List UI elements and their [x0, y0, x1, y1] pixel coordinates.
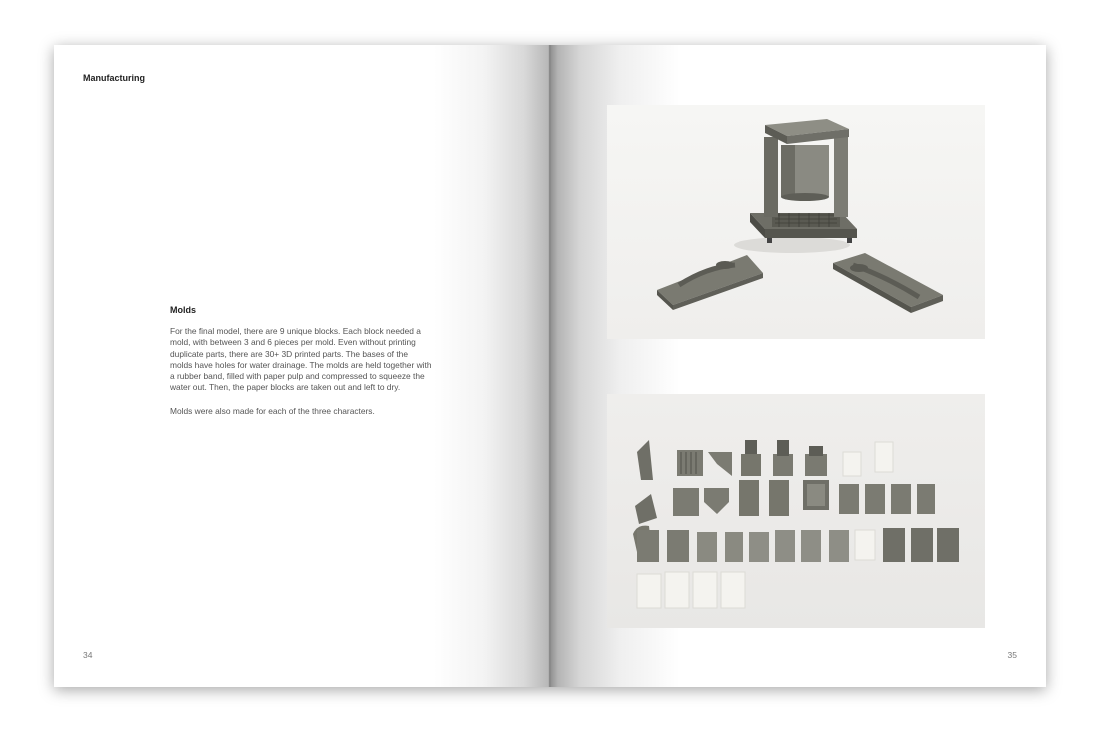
section-header: Manufacturing — [83, 73, 145, 83]
body-paragraph: Molds were also made for each of the three characters. — [170, 405, 375, 416]
mold-part — [637, 530, 659, 562]
article-heading: Molds — [170, 305, 196, 315]
mold-part — [667, 530, 689, 562]
photo-mold-press — [607, 105, 985, 339]
book-spread — [54, 45, 1046, 687]
white-mold-part — [721, 572, 745, 608]
mold-part — [739, 480, 759, 516]
mold-part — [635, 494, 657, 524]
mold-part — [805, 454, 827, 476]
press-foot — [847, 238, 852, 243]
white-mold-part — [637, 574, 661, 608]
parts-row-1 — [637, 440, 893, 480]
white-mold-part — [855, 530, 875, 560]
press-pillar — [834, 137, 848, 217]
mold-part — [773, 454, 793, 476]
mold-part — [704, 488, 729, 514]
mold-part — [917, 484, 935, 514]
white-mold-part — [875, 442, 893, 472]
mold-part — [673, 488, 699, 516]
parts-row-3 — [637, 528, 959, 562]
mold-part — [891, 484, 911, 514]
parts-row-4 — [637, 572, 745, 608]
body-paragraph: For the final model, there are 9 unique blocks. Each block needed a mold, with between 3 and 6 pieces per mold. Even without printing duplicate parts, there are 30+ 3D printed parts. The bases of the molds have holes for water drainage. The molds are held together with a rubber band, filled with paper pulp and compressed to squeeze the water out. Then, the paper blocks are taken out and left to dry. — [170, 326, 432, 393]
mold-part — [749, 532, 769, 562]
white-mold-part — [693, 572, 717, 608]
press-base-front — [765, 229, 857, 238]
mold-part — [637, 440, 653, 480]
mold-part — [883, 528, 905, 562]
white-mold-part — [843, 452, 861, 476]
press-foot — [767, 238, 772, 243]
mold-part — [697, 532, 717, 562]
mold-part — [865, 484, 885, 514]
mold-parts-illustration — [607, 394, 985, 628]
body-text — [170, 326, 432, 429]
mold-part — [801, 530, 821, 562]
mold-part — [775, 530, 795, 562]
mold-part — [725, 532, 743, 562]
mold-part — [839, 484, 859, 514]
photo-mold-parts-grid — [607, 394, 985, 628]
mold-part — [937, 528, 959, 562]
right-page — [550, 45, 1046, 687]
page-number-right: 35 — [1007, 650, 1017, 660]
white-mold-part — [665, 572, 689, 608]
press-pillar — [764, 137, 778, 217]
press-shadow — [734, 237, 850, 253]
page-number-left: 34 — [83, 650, 93, 660]
mold-part — [769, 480, 789, 516]
mold-press-illustration — [607, 105, 985, 339]
mold-part — [741, 454, 761, 476]
mold-part — [829, 530, 849, 562]
left-page — [54, 45, 550, 687]
mold-part — [911, 528, 933, 562]
mold-part — [708, 452, 732, 476]
book-gutter — [549, 45, 551, 687]
